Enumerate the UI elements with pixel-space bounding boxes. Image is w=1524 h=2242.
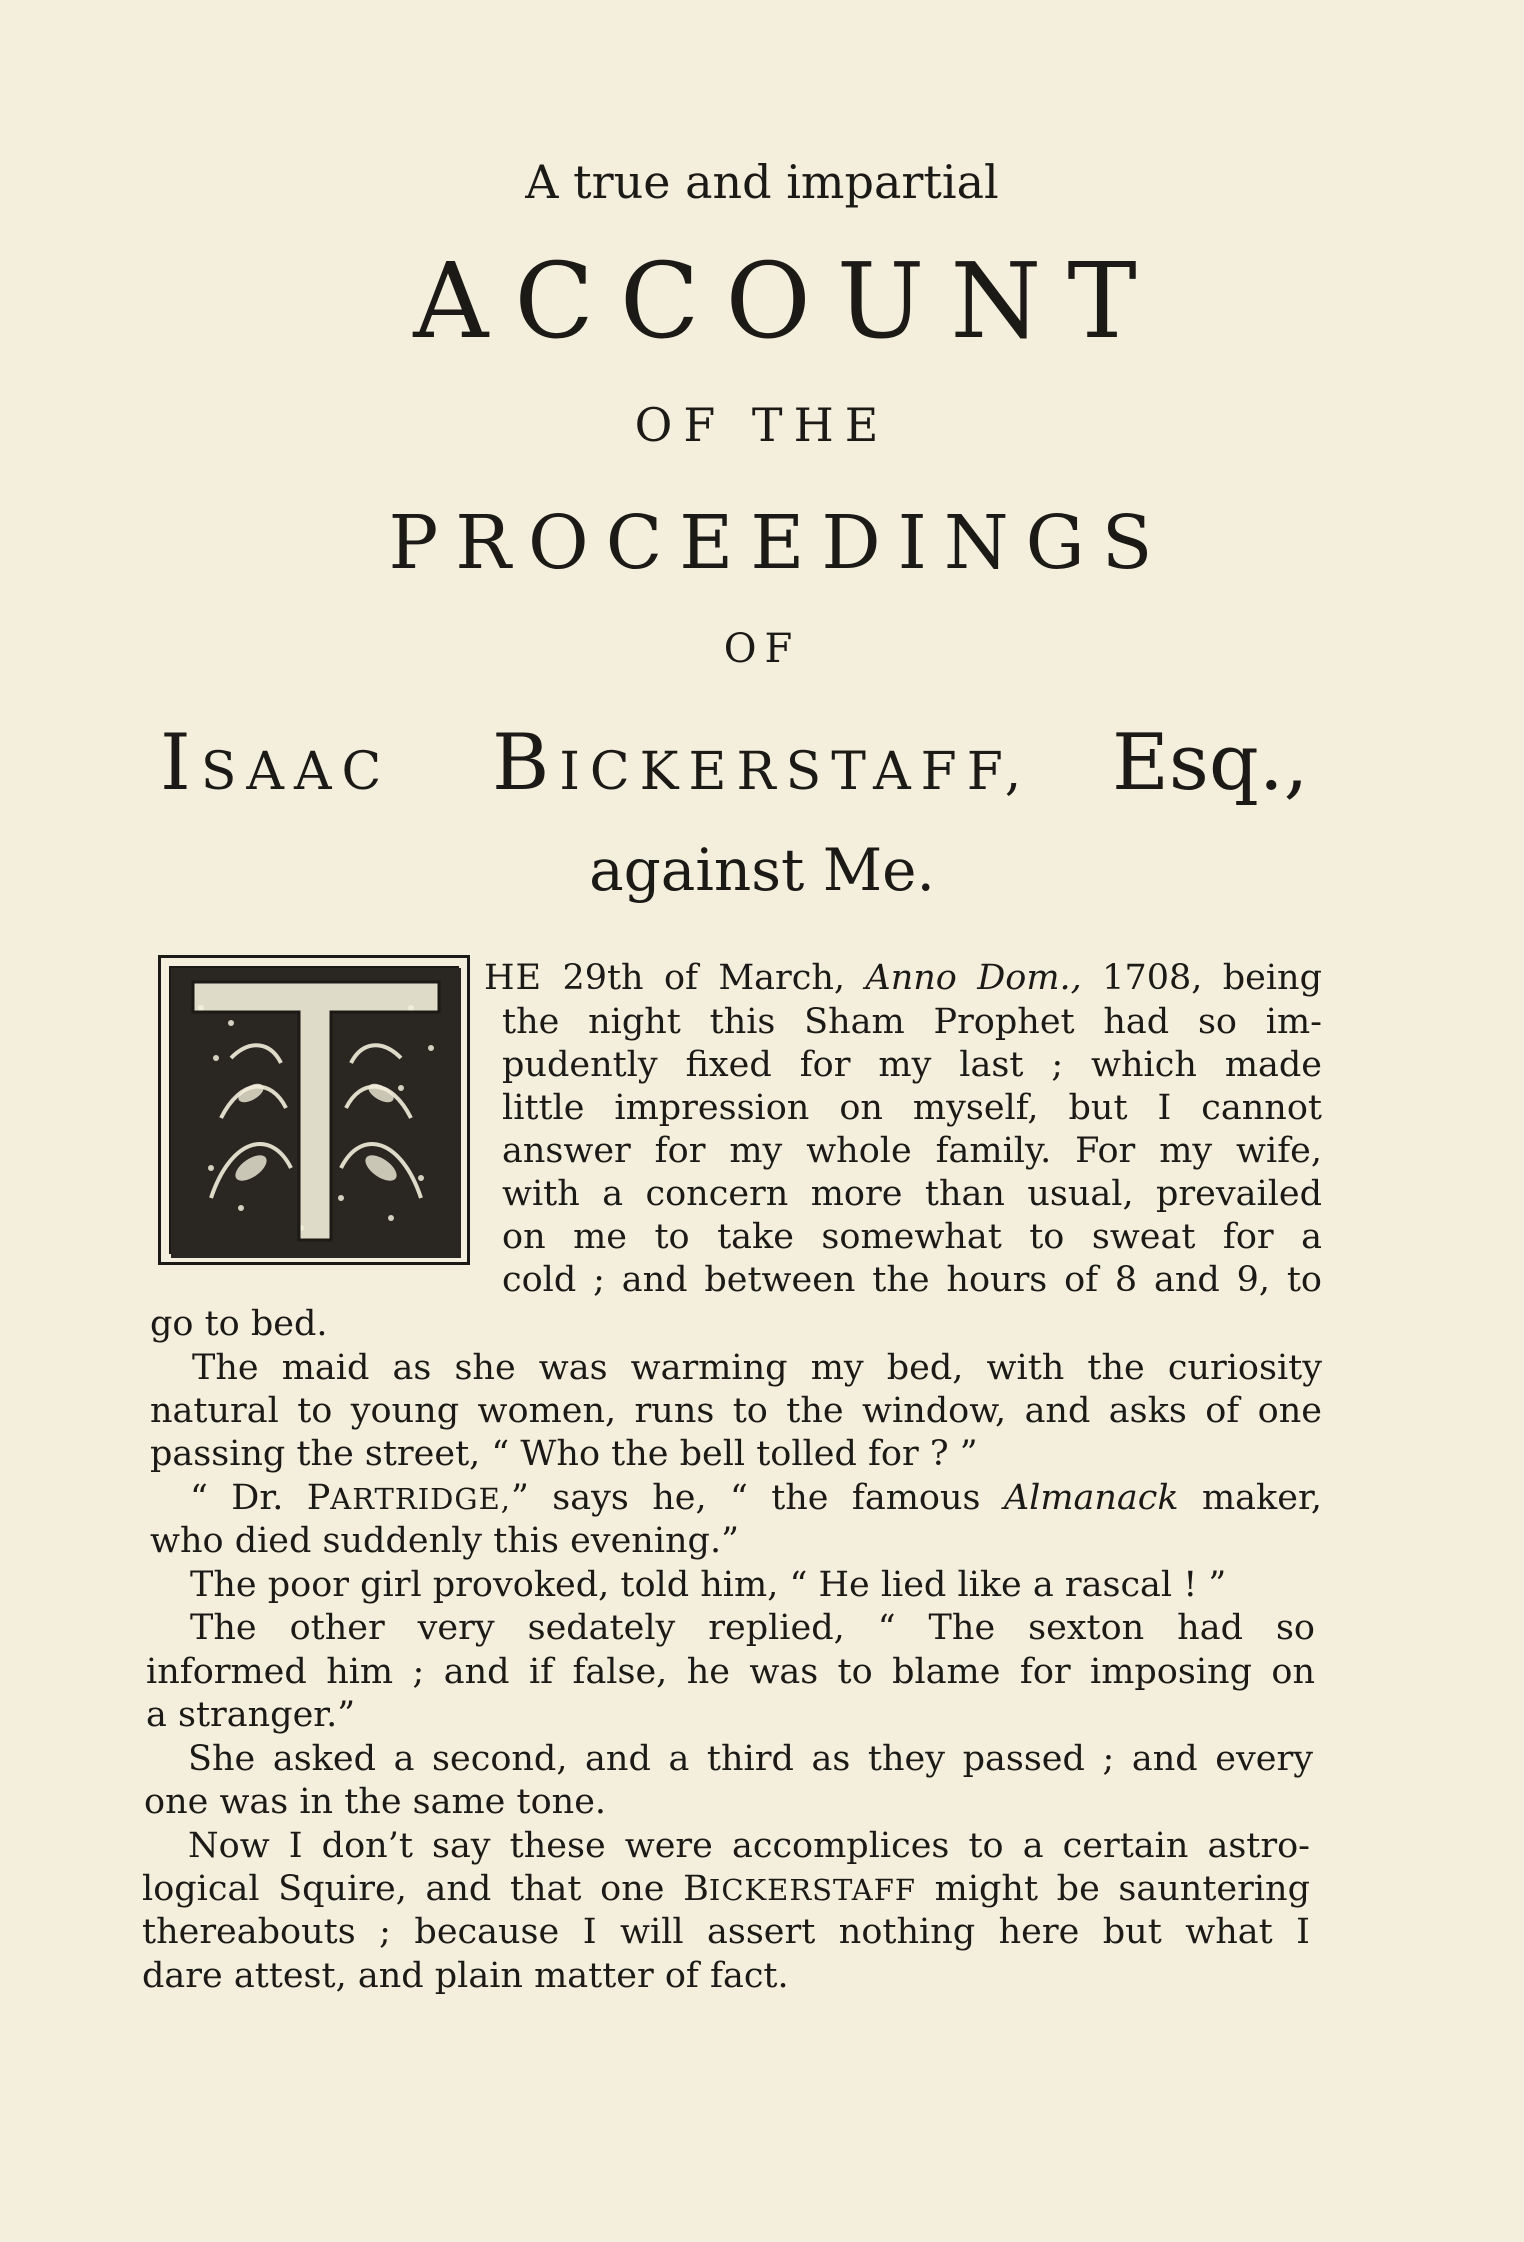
- ornamental-initial-icon: [158, 955, 470, 1265]
- p1-line-6: with a concern more than usual, prevailed: [502, 1174, 1322, 1214]
- p3-line-1: [190, 1478, 1322, 1518]
- title-line-of-the: OF THE: [634, 398, 890, 452]
- p1-line-9: go to bed.: [150, 1304, 328, 1344]
- p3-line-2: who died suddenly this evening.”: [150, 1521, 739, 1561]
- p3-partridge: PARTRIDGE,: [306, 1478, 511, 1518]
- p1-dropcap-rest: HE: [484, 958, 543, 998]
- p5-line-3: a stranger.”: [146, 1695, 356, 1735]
- p2-line-3: passing the street, “ Who the bell tolled for ? ”: [150, 1434, 978, 1474]
- title-line-1: A true and impartial: [525, 155, 999, 209]
- p7-bickerstaff: BICKERSTAFF: [683, 1869, 916, 1909]
- p7-line-2: [142, 1869, 1310, 1909]
- author-initial-i: I: [160, 718, 201, 808]
- title-line-of: OF: [723, 626, 801, 672]
- p3-italic-almanack: Almanack: [1003, 1478, 1179, 1518]
- p1-line-4: little impression on myself, but I cannot: [502, 1088, 1322, 1128]
- p5-line-1: The other very sedately replied, “ The sexton had so: [190, 1608, 1315, 1648]
- p1-line-7: on me to take somewhat to sweat for a: [502, 1217, 1322, 1257]
- dropcap-ornament-icon: [171, 968, 461, 1258]
- p5-line-2: informed him ; and if false, he was to blame for imposing on: [146, 1652, 1315, 1692]
- p1-line-1: [484, 958, 1322, 998]
- author-initial-b: B: [492, 718, 560, 808]
- title-line-proceedings: PROCEEDINGS: [388, 500, 1170, 586]
- p7-line-3: thereabouts ; because I will assert nothing here but what I: [142, 1912, 1310, 1952]
- author-last-rest: ICKERSTAFF,: [559, 742, 1032, 802]
- author-esq: Esq.,: [1111, 718, 1309, 808]
- p6-line-2: one was in the same tone.: [144, 1782, 607, 1822]
- p7-text-a: logical Squire, and that one: [142, 1869, 665, 1909]
- p3-text-a: “ Dr.: [190, 1478, 284, 1518]
- p3-text-c: maker,: [1201, 1478, 1322, 1518]
- p1-line-3: pudently fixed for my last ; which made: [502, 1045, 1322, 1085]
- p7-text-b: might be sauntering: [934, 1869, 1310, 1909]
- p1-italic-anno-dom: Anno Dom.,: [865, 958, 1082, 998]
- title-line-author: [160, 718, 1524, 808]
- p7-line-1: Now I don’t say these were accomplices to a certain astro-: [188, 1826, 1310, 1866]
- p7-line-4: dare attest, and plain matter of fact.: [142, 1956, 789, 1996]
- p1-text-a: 29th of March,: [562, 958, 846, 998]
- p2-line-2: natural to young women, runs to the window, and asks of one: [150, 1391, 1322, 1431]
- p3-text-b: ” says he, “ the famous: [511, 1478, 981, 1518]
- author-first-rest: SAAC: [200, 742, 392, 802]
- p4-line-1: The poor girl provoked, told him, “ He lied like a rascal ! ”: [190, 1565, 1227, 1605]
- title-line-account: ACCOUNT: [413, 240, 1163, 362]
- p1-line-2: the night this Sham Prophet had so im-: [502, 1002, 1322, 1042]
- p1-text-b: 1708, being: [1102, 958, 1322, 998]
- dropcap-frame: [169, 966, 459, 1254]
- p6-line-1: She asked a second, and a third as they passed ; and every: [188, 1739, 1313, 1779]
- title-line-against-me: against Me.: [589, 836, 935, 904]
- p2-line-1: The maid as she was warming my bed, with the curiosity: [192, 1348, 1322, 1388]
- p1-line-8: cold ; and between the hours of 8 and 9, to: [502, 1260, 1322, 1300]
- p1-line-5: answer for my whole family. For my wife,: [502, 1131, 1322, 1171]
